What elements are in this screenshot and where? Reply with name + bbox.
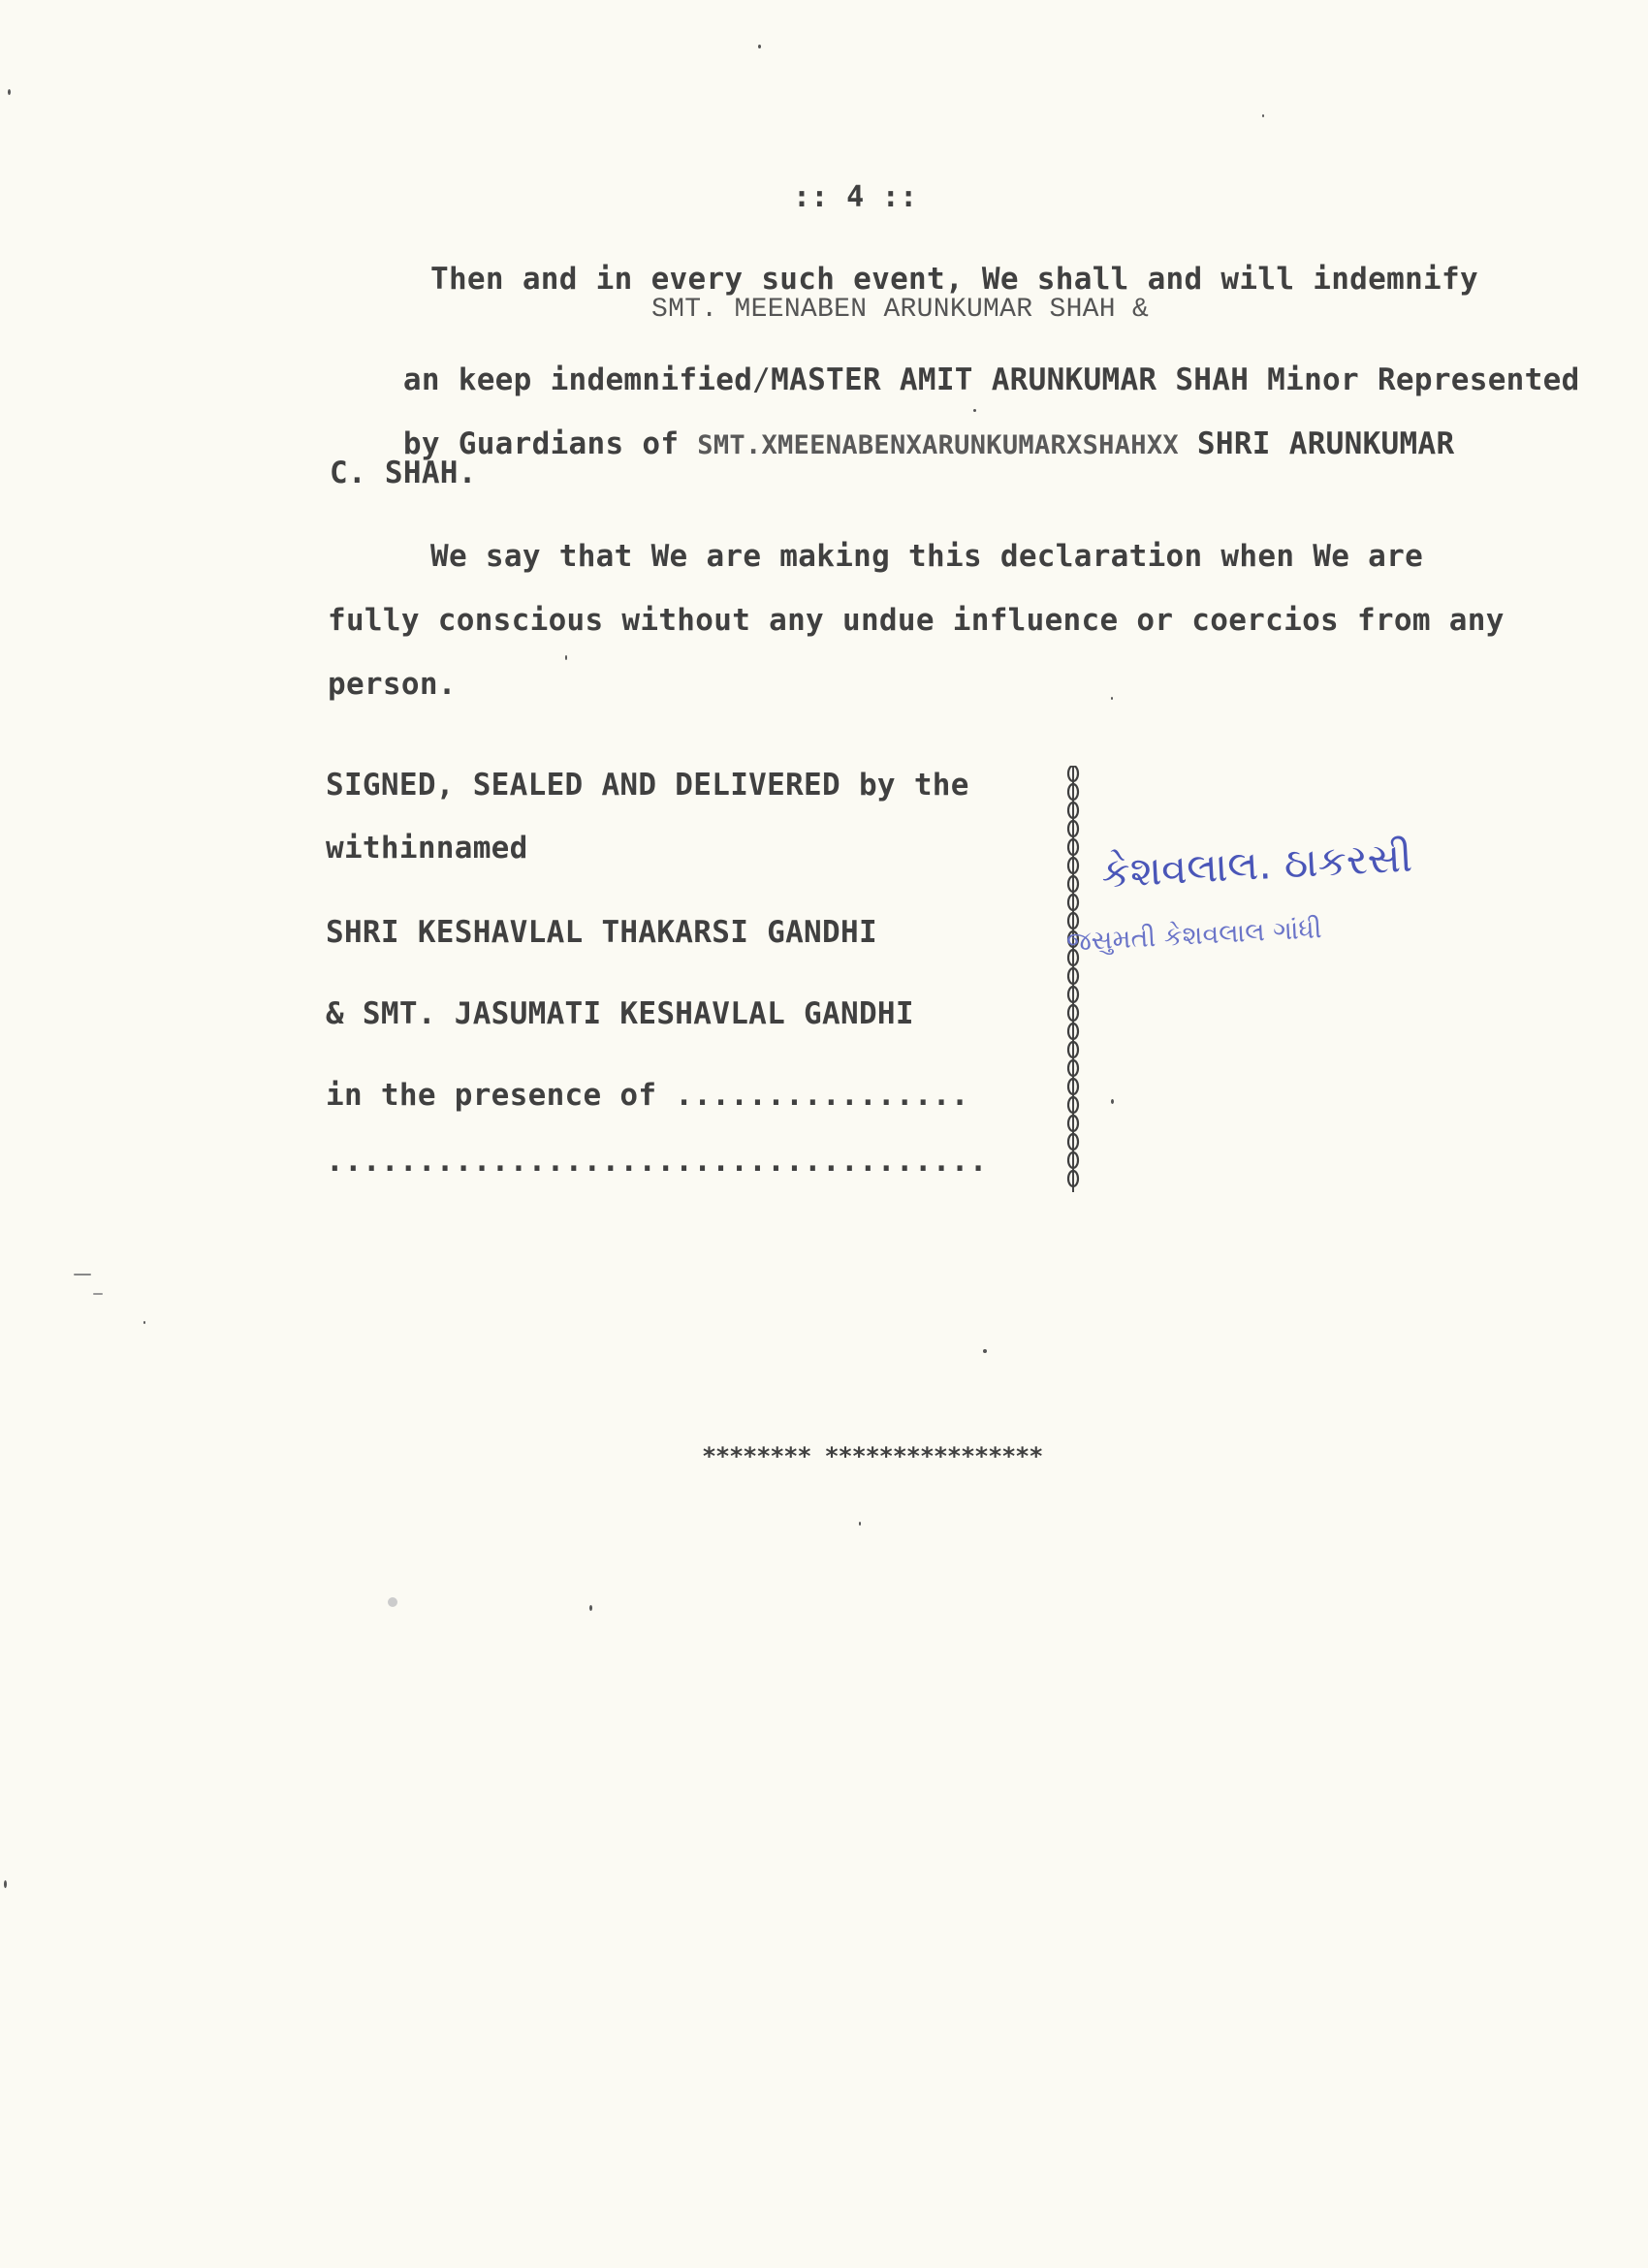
paragraph1-line2-part-b: MASTER AMIT ARUNKUMAR SHAH Minor Represented [771,362,1580,397]
scan-speck [4,1880,7,1888]
struck-out-text: SMT.XMEENABENXARUNKUMARXSHAHXX [697,430,1179,460]
scan-speck [1111,1099,1114,1104]
paragraph1-line3-part-a: by Guardians of [402,426,698,461]
paragraph1-line1: Then and in every such event, We shall and will indemnify [430,262,1478,297]
scan-speck [973,409,976,412]
scan-speck [388,1597,397,1607]
scan-speck [143,1321,145,1324]
signing-block-line3: SHRI KESHAVLAL THAKARSI GANDHI [326,915,877,950]
end-of-document-mark: ******** **************** [702,1442,1043,1470]
paragraph1-insert-above: SMT. MEENABEN ARUNKUMAR SHAH & [651,295,1150,325]
scan-speck [93,1293,103,1295]
signing-block-line6: .................................... [326,1144,988,1179]
scan-speck [8,89,11,95]
scan-speck [758,45,761,48]
scan-speck [1262,114,1264,117]
signature-jasumati: જસુમતી કેશવલાલ ગાંધી [1065,914,1323,958]
insertion-caret: / [752,362,772,397]
scan-speck [859,1522,861,1526]
signature-keshavlal: કેશવલાલ. ઠાકરસી [1099,833,1413,898]
paragraph2-line3: person. [328,667,457,702]
paragraph1-line3-part-b: SHRI ARUNKUMAR [1178,426,1455,461]
typed-vertical-divider [1062,766,1084,1192]
scan-speck [74,1274,91,1276]
signing-block-line4: & SMT. JASUMATI KESHAVLAL GANDHI [326,996,914,1031]
signing-block-line2: withinnamed [326,831,528,866]
paragraph1-line3 [330,392,1454,496]
paragraph1-line2-part-a: an keep indemnified [402,362,753,397]
signing-block-line1: SIGNED, SEALED AND DELIVERED by the [326,768,969,803]
scan-speck [983,1349,987,1353]
scan-speck [565,655,567,660]
signing-block-line5: in the presence of ................ [326,1078,969,1113]
scan-speck [589,1605,592,1611]
paragraph2-line1: We say that We are making this declaration when We are [430,539,1424,574]
paragraph2-line2: fully conscious without any undue influence or coercios from any [328,603,1505,638]
paragraph1-line4: C. SHAH. [330,456,477,490]
scan-speck [1111,697,1113,700]
page-number: :: 4 :: [793,180,918,214]
